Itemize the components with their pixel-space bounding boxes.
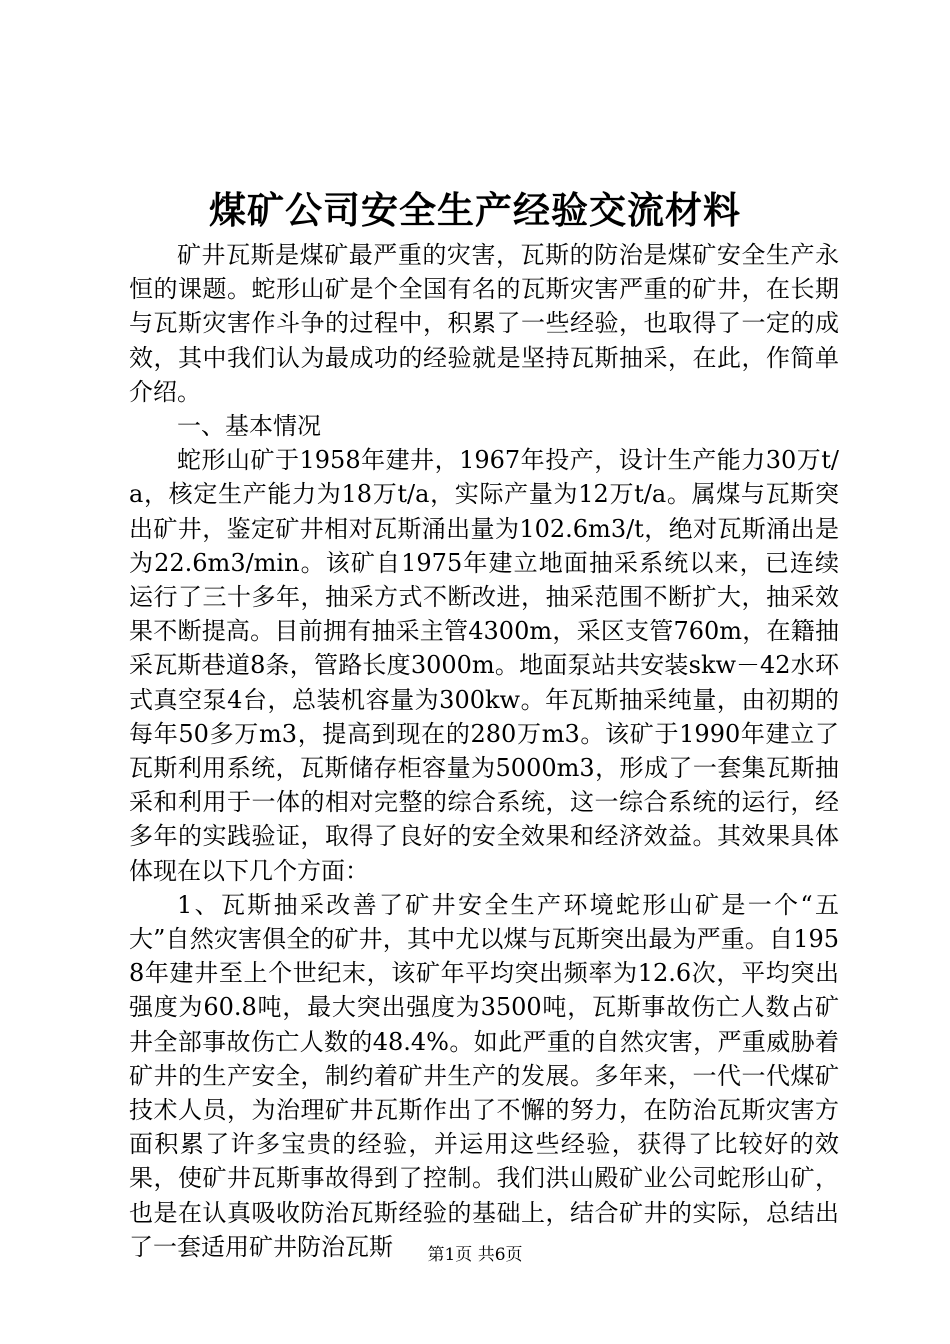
document-body [129,238,839,1264]
section-heading-basic-situation: 一、基本情况 [177,412,321,441]
page-number-footer: 第1页 共6页 [427,1245,523,1265]
paragraph-intro: 矿井瓦斯是煤矿最严重的灾害，瓦斯的防治是煤矿安全生产永恒的课题。蛇形山矿是个全国有名的瓦斯灾害严重的矿井，在长期与瓦斯灾害作斗争的过程中，积累了一些经验，也取得了一定的成效，其中我们认为最成功的经验就是坚持瓦斯抽采，在此，作简单介绍。 [129,241,839,406]
paragraph-item-1: 1、瓦斯抽采改善了矿井安全生产环境蛇形山矿是一个“五大”自然灾害俱全的矿井，其中尤以煤与瓦斯突出最为严重。自1958年建井至上个世纪末，该矿年平均突出频率为12.6次，平均突出强度为60.8吨，最大突出强度为3500吨，瓦斯事故伤亡人数占矿井全部事故伤亡人数的48.4%。如此严重的自然灾害，严重威胁着矿井的生产安全，制约着矿井生产的发展。多年来，一代一代煤矿技术人员，为治理矿井瓦斯作出了不懈的努力，在防治瓦斯灾害方面积累了许多宝贵的经验，并运用这些经验，获得了比较好的效果，使矿井瓦斯事故得到了控制。我们洪山殿矿业公司蛇形山矿，也是在认真吸收防治瓦斯经验的基础上，结合矿井的实际，总结出了一套适用矿井防治瓦斯 [129,890,839,1261]
document-title: 煤矿公司安全生产经验交流材料 [209,188,741,232]
paragraph-basic-situation: 蛇形山矿于1958年建井，1967年投产，设计生产能力30万t/a，核定生产能力为18万t/a，实际产量为12万t/a。属煤与瓦斯突出矿井，鉴定矿井相对瓦斯涌出量为102.6m3/t，绝对瓦斯涌出是为22.6m3/min。该矿自1975年建立地面抽采系统以来，已连续运行了三十多年，抽采方式不断改进，抽采范围不断扩大，抽采效果不断提高。目前拥有抽采主管4300m，采区支管760m，在籍抽采瓦斯巷道8条，管路长度3000m。地面泵站共安装skw－42水环式真空泵4台，总装机容量为300kw。年瓦斯抽采纯量，由初期的每年50多万m3，提高到现在的280万m3。该矿于1990年建立了瓦斯利用系统，瓦斯储存柜容量为5000m3，形成了一套集瓦斯抽采和利用于一体的相对完整的综合系统，这一综合系统的运行，经多年的实践验证，取得了良好的安全效果和经济效益。其效果具体体现在以下几个方面： [129,446,839,885]
